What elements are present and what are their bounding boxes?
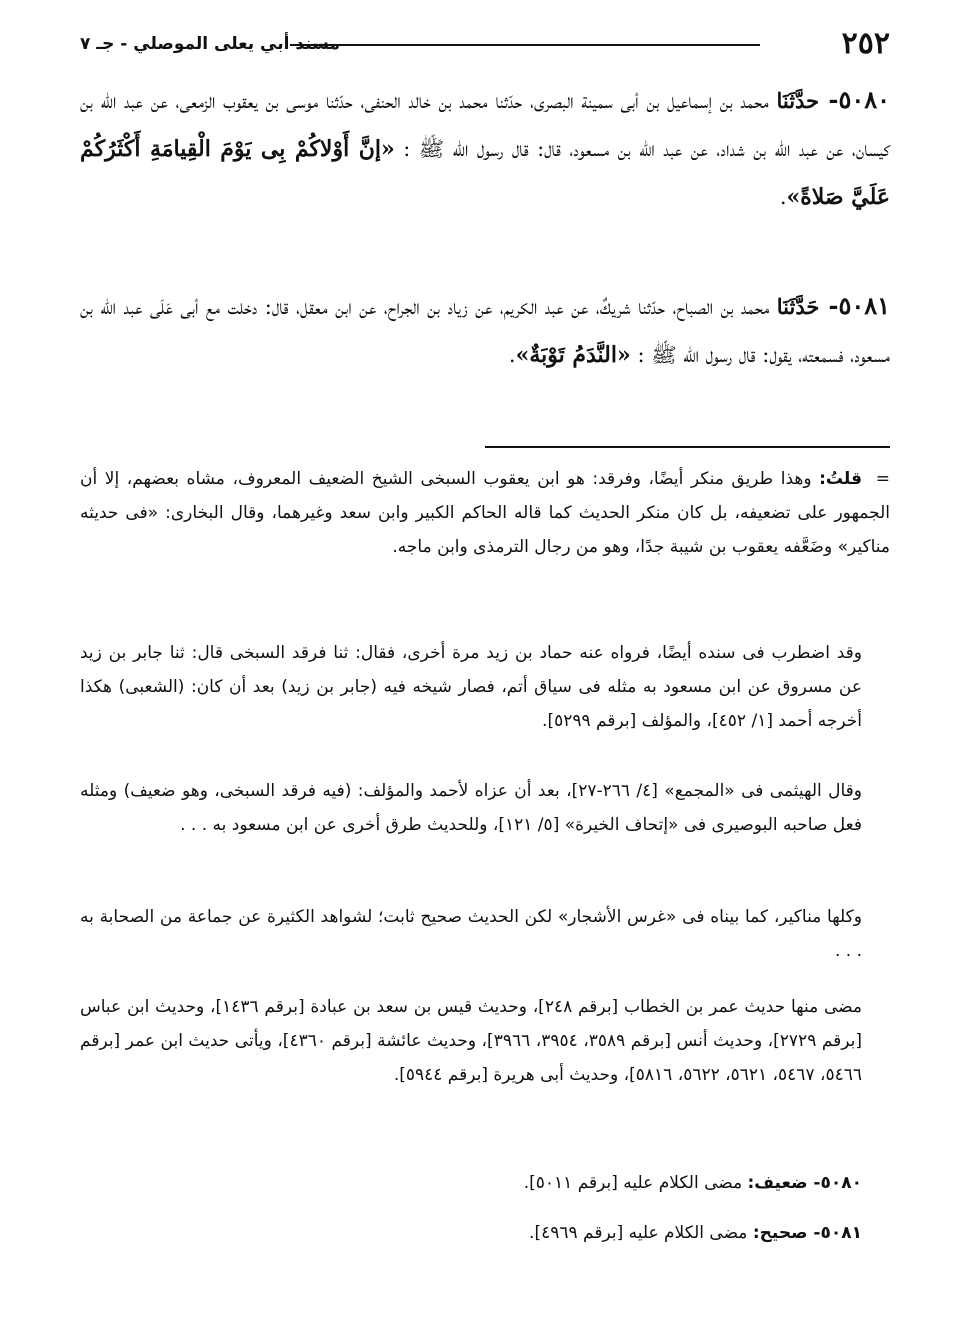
footnote-qultu: قلتُ: [819,469,862,489]
hadith-isnad: محمد بن إسماعيل بن أبى سمينة البصرى، حدّثنا محمد بن خالد الحنفى، حدّثنا موسى بن يعقوب الزمعى، عن عبد اللّه بن كيسان، عن عبد اللّه بن شداد، عن عبد اللّه بن مسعود، قال: قال رسول اللّه ﷺ : [80,89,890,161]
footnote-paragraph [80,900,890,968]
hadith-opening: حدَّثَنَا [776,88,820,113]
grading-label: ٥٠٨١- صحيح: [752,1223,862,1243]
footnote-paragraph [80,462,890,564]
hadith-number: ٥٠٨١ [838,291,890,320]
book-title: مسند أبي يعلى الموصلي - جـ ٧ [80,34,340,54]
grading-5080 [80,1166,890,1200]
grading-5081 [80,1216,890,1250]
running-header [80,26,890,62]
header-rule [290,44,760,46]
footnote-text: مضى منها حديث عمر بن الخطاب [برقم ٢٤٨]، وحديث قيس بن سعد بن عبادة [برقم ١٤٣٦]، وحديث ابن عباس [برقم ٢٧٢٩]، وحديث أنس [برقم ٣٥٨٩، ٣٩٥٤، ٣٩٦٦]، وحديث عائشة [برقم ٤٣٦٠]، ويأتى حديث ابن عمر [برقم ٥٤٦٦، ٥٤٦٧، ٥٦٢١، ٥٦٢٢، ٥٨١٦]، وحديث أبى هريرة [برقم ٥٩٤٤]. [80,997,863,1085]
footnote-text: وهذا طريق منكر أيضًا، وفرقد: هو ابن يعقوب السبخى الشيخ الضعيف المعروف، مشاه بعضهم، إلا أن الجمهور على تضعيفه، بل كان منكر الحديث كما قاله الحاكم الكبير وابن سعد وغيرهما، وقال البخارى: «فى حديثه مناكير» وضَعَّفه يعقوب بن شيبة جدًا، وهو من رجال الترمذى وابن ماجه. [80,469,890,557]
footnote-divider [485,446,890,448]
grading-text: مضى الكلام عليه [برقم ٤٩٦٩]. [529,1223,748,1243]
footnote-text: وقال الهيثمى فى «المجمع» [٤/ ٢٦٦-٢٧]، بعد أن عزاه لأحمد والمؤلف: (فيه فرقد السبخى، وهو ضعيف) ومثله فعل صاحبه البوصيرى فى «إتحاف الخيرة» [٥/ ١٢١]، وللحديث طرق أخرى عن ابن مسعود به . . . [80,781,862,835]
hadith-5080: ٥٠٨٠- حدَّثَنَا محمد بن إسماعيل بن أبى سمينة البصرى، حدّثنا محمد بن خالد الحنفى، حدّثنا موسى بن يعقوب الزمعى، عن عبد اللّه بن كيسان، عن عبد اللّه بن شداد، عن عبد اللّه بن مسعود، قال: قال رسول اللّه ﷺ : «إنَّ أَوْلاكُمْ بِى يَوْمَ الْقِيامَةِ أَكْثَرُكُمْ عَلَيَّ صَلاةً». [80,85,890,210]
footnote-paragraph [80,636,890,738]
footnote-text: وقد اضطرب فى سنده أيضًا، فرواه عنه حماد بن زيد مرة أخرى، فقال: ثنا فرقد السبخى قال: ثنا جابر بن زيد عن مسروق عن ابن مسعود به مثله فى سياق أتم، فصار شيخه فيه (جابر بن زيد) بعد أن كان: (الشعبى) هكذا أخرجه أحمد [١/ ٤٥٢]، والمؤلف [برقم ٥٢٩٩]. [80,643,862,731]
hadith-matn: «إنَّ أَوْلاكُمْ بِى يَوْمَ الْقِيامَةِ أَكْثَرُكُمْ عَلَيَّ صَلاةً» [80,136,890,210]
footnote-paragraph [80,774,890,842]
footnote-paragraph [80,990,890,1092]
hadith-isnad: محمد بن الصباح، حدّثنا شريكٌ، عن عبد الكريم، عن زياد بن الجراح، عن ابن معقل، قال: دخلت مع أبى عَلَى عبد اللّه بن مسعود، فسمعته، يقول: قال رسول اللّه ﷺ : [80,295,890,367]
hadith-number: ٥٠٨٠ [838,85,890,114]
hadith-matn: «النَّدَمُ تَوْبَةٌ» [515,342,631,368]
hadith-end: . [779,185,787,209]
hadith-opening: حَدَّثَنَا [776,294,820,319]
hadith-end: . [508,343,516,367]
grading-text: مضى الكلام عليه [برقم ٥٠١١]. [523,1173,743,1193]
footnote-text: وكلها مناكير، كما بيناه فى «غرس الأشجار» لكن الحديث صحيح ثابت؛ لشواهد الكثيرة عن جماعة من الصحابة به . . . [80,907,862,961]
page-number: ٢٥٢ [841,26,890,61]
grading-label: ٥٠٨٠- ضعيف: [747,1173,862,1193]
continuation-mark: = [875,469,890,489]
hadith-5081: ٥٠٨١- حَدَّثَنَا محمد بن الصباح، حدّثنا شريكٌ، عن عبد الكريم، عن زياد بن الجراح، عن ابن معقل، قال: دخلت مع أبى عَلَى عبد اللّه بن مسعود، فسمعته، يقول: قال رسول اللّه ﷺ : «النَّدَمُ تَوْبَةٌ». [80,291,890,368]
